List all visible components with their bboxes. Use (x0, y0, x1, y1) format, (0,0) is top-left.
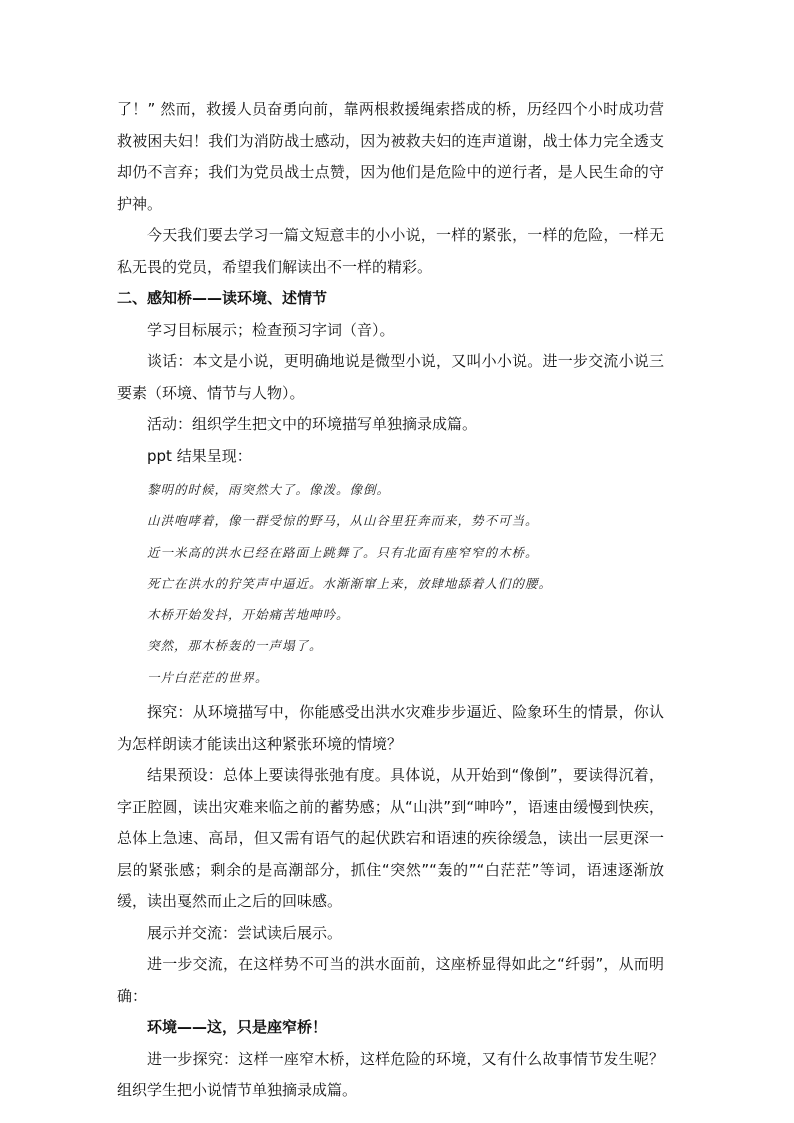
paragraph-learning-goals: 学习目标展示；检查预习字词（音）。 (147, 320, 395, 339)
ppt-line: 黎明的时候，雨突然大了。像泼。像倒。 (147, 482, 391, 497)
paragraph-lesson-intro: 今天我们要去学习一篇文短意丰的小小说，一样的紧张，一样的危险，一样无私无畏的党员，希望我们解读出不一样的精彩。 (117, 226, 664, 276)
ppt-line: 一片白茫茫的世界。 (147, 669, 269, 685)
ppt-line: 木桥开始发抖，开始痛苦地呻吟。 (147, 607, 350, 623)
paragraph-discussion: 谈话：本文是小说，更明确地说是微型小说，又叫小小说。进一步交流小说三要素（环境、情节与人物）。 (117, 352, 664, 402)
ppt-excerpt-block (117, 474, 664, 693)
bold-conclusion: 环境——这，只是座窄桥！ (147, 1018, 328, 1037)
paragraph-explore: 探究：从环境描写中，你能感受出洪水灾难步步逼近、险象环生的情景，你认为怎样朗读才能读出这种紧张环境的情境？ (117, 703, 664, 753)
paragraph-intro-continued: 了！” 然而，救援人员奋勇向前，靠两根救援绳索搭成的桥，历经四个小时成功营救被困夫妇！我们为消防战士感动，因为被救夫妇的连声道谢，战士体力完全透支却仍不言弃；我们为党员战士点赞，因为他们是危险中的逆行者，是人民生命的守护神。 (117, 100, 664, 213)
paragraph-further-exchange: 进一步交流，在这样势不可当的洪水面前，这座桥显得如此之“纤弱”，从而明确： (117, 955, 664, 1005)
paragraph-further-explore: 进一步探究：这样一座窄木桥，这样危险的环境，又有什么故事情节发生呢？组织学生把小说情节单独摘录成篇。 (117, 1049, 664, 1100)
paragraph-activity: 活动：组织学生把文中的环境描写单独摘录成篇。 (147, 415, 478, 433)
ppt-line: 死亡在洪水的狞笑声中逼近。水渐渐窜上来，放肆地舔着人们的腰。 (147, 575, 553, 591)
paragraph-ppt-result: ppt 结果呈现： (147, 446, 252, 465)
ppt-line: 山洪咆哮着，像一群受惊的野马，从山谷里狂奔而来，势不可当。 (147, 513, 539, 529)
section-heading: 二、感知桥——读环境、述情节 (117, 289, 328, 307)
paragraph-show-exchange: 展示并交流：尝试读后展示。 (147, 923, 343, 942)
ppt-line: 突然，那木桥轰的一声塌了。 (147, 638, 323, 654)
paragraph-expected-result: 结果预设：总体上要读得张弛有度。具体说，从开始到“像倒”，要读得沉着，字正腔圆，读出灾难来临之前的蓄势感；从“山洪”到“呻吟”，语速由缓慢到快疾，总体上急速、高昂，但又需有语气的起伏跌宕和语速的疾徐缓急，读出一层更深一层的紧张感；剩余的是高潮部分，抓住“突然”“轰的”“白茫茫”等词，语速逐渐放缓，读出戛然而止之后的回味感。 (117, 766, 664, 911)
ppt-line: 近一米高的洪水已经在路面上跳舞了。只有北面有座窄窄的木桥。 (147, 544, 539, 560)
